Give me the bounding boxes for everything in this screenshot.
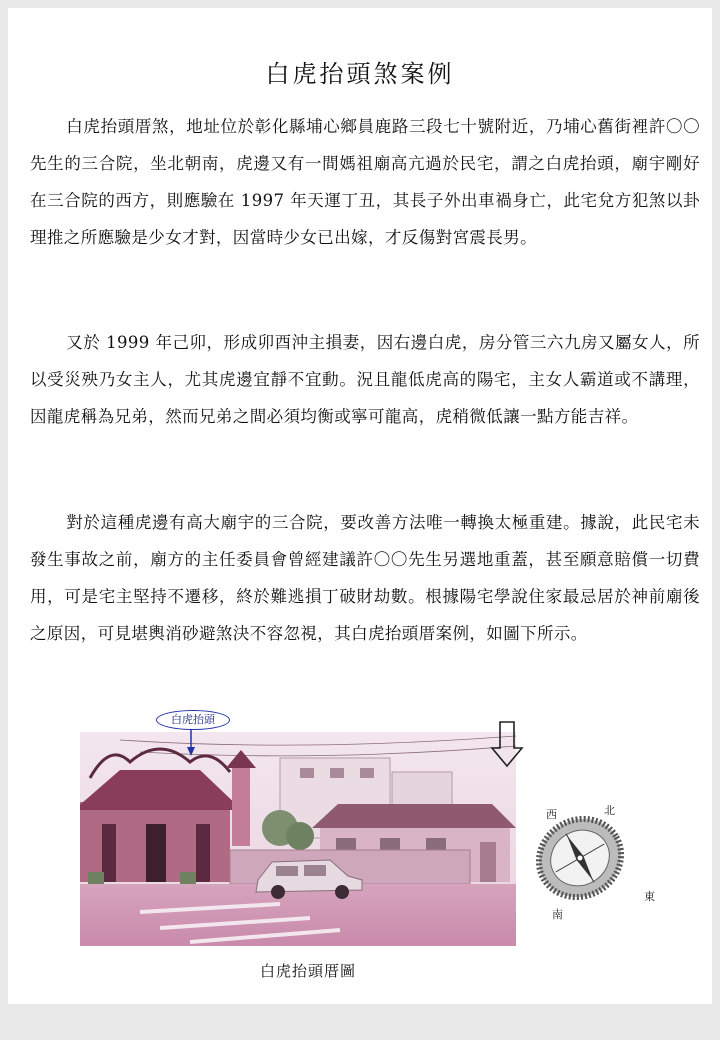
paragraph-2: 又於 1999 年己卯，形成卯酉沖主損妻，因右邊白虎，房分管三六九房又屬女人，所以受災殃乃女主人，尤其虎邊宜靜不宜動。況且龍低虎高的陽宅，主女人霸道或不講理，因龍虎稱為兄弟，然而兄弟之間必須均衡或寧可龍高，虎稍微低讓一點方能吉祥。: [30, 333, 700, 426]
tiger-head-callout: 白虎抬頭: [156, 710, 230, 730]
compass-label-north: 北: [604, 804, 615, 817]
compass-label-east: 東: [644, 890, 655, 903]
compass-label-south: 南: [552, 908, 563, 921]
figure-caption: 白虎抬頭厝圖: [259, 962, 356, 980]
callout-pointer-icon: [186, 729, 196, 757]
temple-photo: [80, 732, 516, 946]
page-title: 白虎抬頭煞案例: [265, 60, 455, 89]
paragraph-3: 對於這種虎邊有高大廟宇的三合院，要改善方法唯一轉換太極重建。據說，此民宅未發生事故之前，廟方的主任委員會曾經建議許〇〇先生另選地重蓋，甚至願意賠償一切費用，可是宅主堅持不遷移，終於難逃損丁破財劫數。根據陽宅學說住家最忌居於神前廟後之原因，可見堪輿消砂避煞決不容忽視，其白虎抬頭厝案例，如圖下所示。: [30, 513, 700, 643]
paragraph-1: 白虎抬頭厝煞，地址位於彰化縣埔心鄉員鹿路三段七十號附近，乃埔心舊街裡許〇〇先生的三合院，坐北朝南，虎邊又有一間媽祖廟高亢過於民宅，謂之白虎抬頭，廟宇剛好在三合院的西方，則應驗在 1997 年天運丁丑，其長子外出車禍身亡，此宅兌方犯煞以卦理推之所應驗是少女才對，因當時少女已出嫁，才反傷對宮震長男。: [30, 117, 700, 247]
temple-photo-illustration: [80, 732, 516, 946]
document-page: [8, 8, 712, 1004]
down-arrow-icon: [490, 720, 524, 768]
compass-label-west: 西: [546, 808, 557, 821]
compass-icon: [520, 798, 640, 918]
